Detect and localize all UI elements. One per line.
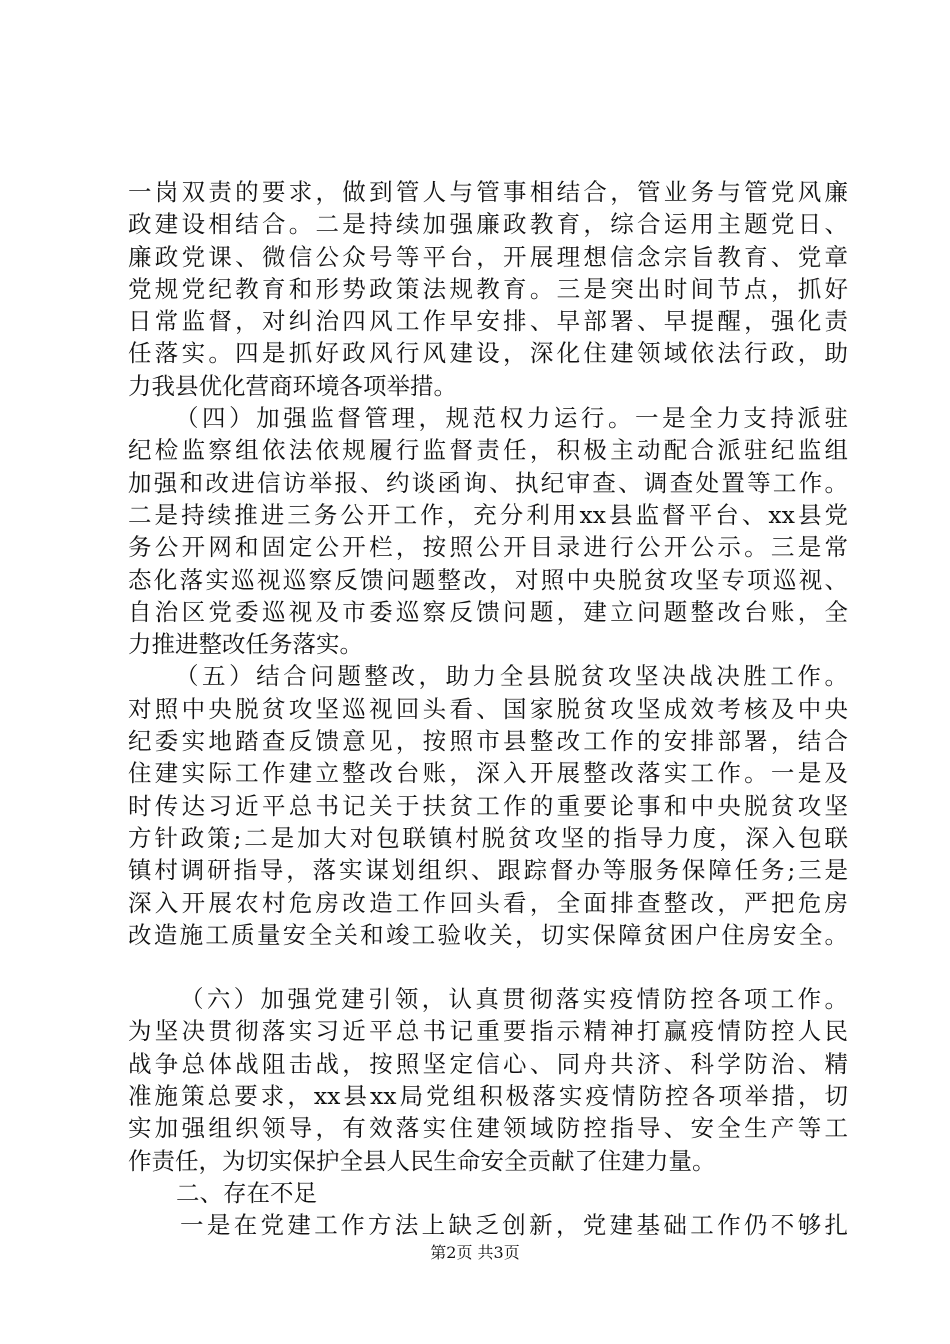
section-heading-line: （五）结合问题整改，助力全县脱贫攻坚决战决胜工作。 xyxy=(175,662,848,691)
text-line: 对照中央脱贫攻坚巡视回头看、国家脱贫攻坚成效考核及中央 xyxy=(128,694,848,723)
text-line: 自治区党委巡视及市委巡察反馈问题，建立问题整改台账，全 xyxy=(128,597,848,626)
paragraph-gap xyxy=(128,951,848,983)
text-line: 实加强组织领导，有效落实住建领域防控指导、安全生产等工 xyxy=(128,1114,848,1143)
section-heading-line: 二、存在不足 xyxy=(176,1178,317,1207)
text-line: 一岗双责的要求，做到管人与管事相结合，管业务与管党风廉 xyxy=(128,178,848,206)
section-heading-line: （四）加强监督管理，规范权力运行。一是全力支持派驻 xyxy=(175,404,848,433)
text-line: 党规党纪教育和形势政策法规教育。三是突出时间节点，抓好 xyxy=(128,274,848,303)
text-line: 日常监督，对纠治四风工作早安排、早部署、早提醒，强化责 xyxy=(128,307,848,336)
text-line: 时传达习近平总书记关于扶贫工作的重要论事和中央脱贫攻坚 xyxy=(128,791,848,820)
text-line: 一是在党建工作方法上缺乏创新，党建基础工作仍不够扎 xyxy=(180,1211,848,1240)
document-body xyxy=(128,176,848,1242)
page-indicator: 第2页 共3页 xyxy=(430,1243,520,1262)
text-line: 改造施工质量安全关和竣工验收关，切实保障贫困户住房安全。 xyxy=(128,920,848,949)
section-heading-line: （六）加强党建引领，认真贯彻落实疫情防控各项工作。 xyxy=(180,985,848,1014)
text-line: 加强和改进信访举报、约谈函询、执纪审查、调查处置等工作。 xyxy=(128,468,848,497)
text-line: 战争总体战阻击战，按照坚定信心、同舟共济、科学防治、精 xyxy=(128,1049,848,1078)
text-line: 方针政策;二是加大对包联镇村脱贫攻坚的指导力度，深入包联 xyxy=(128,823,848,852)
text-line: 为坚决贯彻落实习近平总书记重要指示精神打赢疫情防控人民 xyxy=(128,1017,848,1046)
text-line: 廉政党课、微信公众号等平台，开展理想信念宗旨教育、党章 xyxy=(128,242,848,271)
text-line: 镇村调研指导，落实谋划组织、跟踪督办等服务保障任务;三是 xyxy=(128,856,848,885)
text-line: 务公开网和固定公开栏，按照公开目录进行公开公示。三是常 xyxy=(128,533,848,562)
text-line: 任落实。四是抓好政风行风建设，深化住建领域依法行政，助 xyxy=(128,339,848,368)
text-line: 作责任，为切实保护全县人民生命安全贡献了住建力量。 xyxy=(128,1146,716,1175)
text-line: 政建设相结合。二是持续加强廉政教育，综合运用主题党日、 xyxy=(128,210,848,239)
text-line: 住建实际工作建立整改台账，深入开展整改落实工作。一是及 xyxy=(128,759,848,788)
text-line: 力我县优化营商环境各项举措。 xyxy=(128,371,457,400)
text-line: 态化落实巡视巡察反馈问题整改，对照中央脱贫攻坚专项巡视、 xyxy=(128,565,848,594)
text-line: 纪检监察组依法依规履行监督责任，积极主动配合派驻纪监组 xyxy=(128,436,848,465)
text-line: 二是持续推进三务公开工作，充分利用xx县监督平台、xx县党 xyxy=(128,500,848,529)
text-line: 准施策总要求，xx县xx局党组积极落实疫情防控各项举措，切 xyxy=(128,1082,848,1111)
page-footer xyxy=(0,1243,950,1263)
text-line: 力推进整改任务落实。 xyxy=(128,630,363,659)
text-line: 纪委实地踏查反馈意见，按照市县整改工作的安排部署，结合 xyxy=(128,727,848,756)
text-line: 深入开展农村危房改造工作回头看，全面排查整改，严把危房 xyxy=(128,888,848,917)
